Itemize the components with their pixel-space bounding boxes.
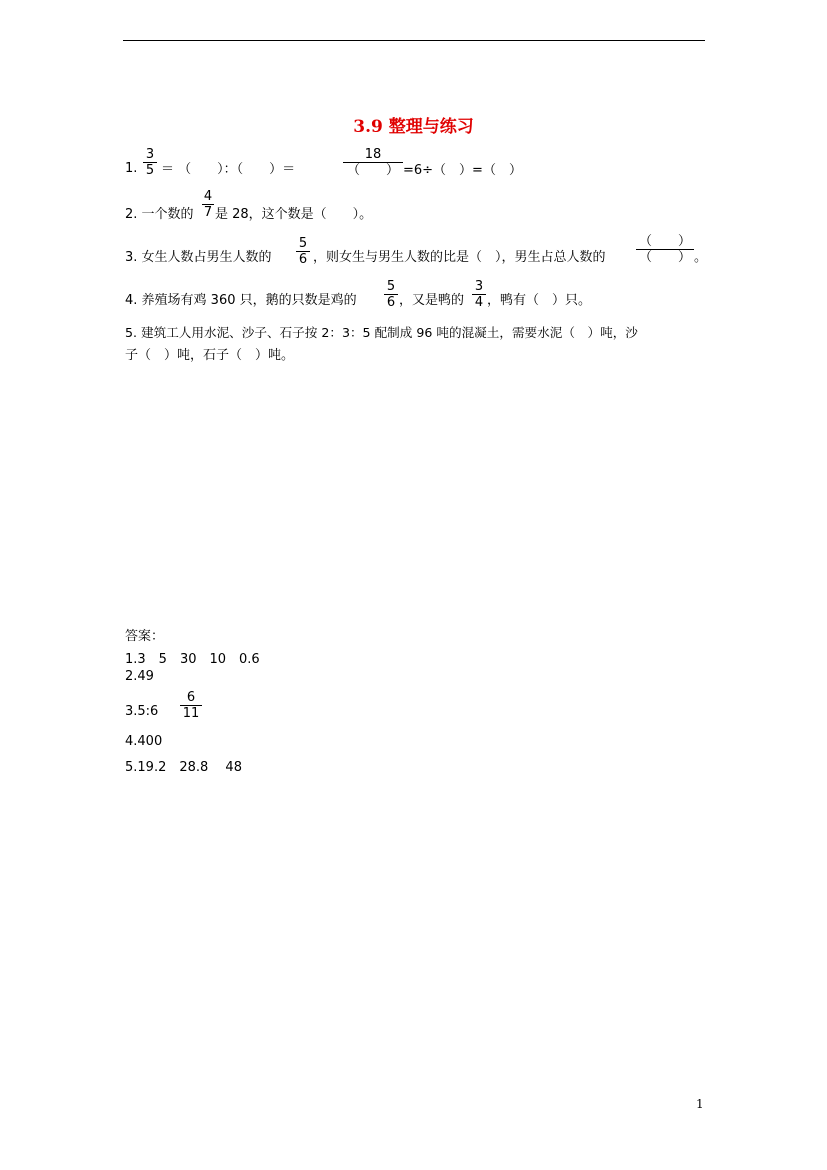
fraction-denominator: （ ） (638, 250, 691, 265)
answer-5: 5.19.2 28.8 48 (125, 760, 242, 775)
fraction-numerator: 18 (364, 147, 382, 162)
q3-fraction-blank (636, 234, 694, 265)
q3-text-after: 。 (694, 250, 708, 265)
answer-1: 1.3 5 30 10 0.6 (125, 652, 260, 667)
fraction-denominator: 11 (182, 706, 200, 721)
fraction-numerator: 3 (474, 279, 484, 294)
answer-2: 2.49 (125, 669, 154, 684)
answers-label: 答案： (125, 629, 165, 644)
answer-3-fraction (180, 690, 202, 721)
q1-fraction-b (343, 147, 403, 178)
fraction-denominator: 5 (145, 163, 155, 178)
q5-line-2: 子（ ）吨，石子（ ）吨。 (125, 348, 295, 363)
fraction-numerator: 5 (298, 236, 308, 251)
header-rule (123, 40, 705, 41)
q4-text-before: 4. 养殖场有鸡 360 只，鹅的只数是鸡的 (125, 293, 357, 308)
fraction-denominator: 6 (386, 295, 396, 310)
fraction-denominator: 4 (474, 295, 484, 310)
answer-4: 4.400 (125, 734, 163, 749)
fraction-denominator: （ ） (346, 163, 399, 178)
page-number: 1 (696, 1097, 704, 1111)
q4-fraction-1 (384, 279, 398, 310)
q5-line-1: 5. 建筑工人用水泥、沙子、石子按 2：3：5 配制成 96 吨的混凝土，需要水泥（ ）吨，沙 (125, 325, 638, 340)
fraction-numerator: 6 (186, 690, 196, 705)
fraction-denominator: 7 (203, 205, 213, 220)
q1-fraction-a (143, 147, 157, 178)
fraction-numerator: 5 (386, 279, 396, 294)
answer-3: 3.5:6 (125, 704, 159, 719)
q2-text-after: 是 28，这个数是（ ）。 (215, 207, 373, 222)
q1-tail: =6÷（ ）=（ ） (403, 163, 522, 178)
q3-text-before: 3. 女生人数占男生人数的 (125, 250, 272, 265)
fraction-numerator: （ ） (638, 234, 691, 249)
fraction-numerator: 4 (203, 189, 213, 204)
q3-text-mid: ，则女生与男生人数的比是（ ），男生占总人数的 (313, 250, 606, 265)
page-title: 3.9 整理与练习 (353, 117, 474, 137)
q1-ratio-blanks: ＝ （ ）：（ ）＝ (161, 162, 296, 177)
q4-text-mid: ，又是鸭的 (399, 293, 465, 308)
q4-text-after: ，鸭有（ ）只。 (487, 293, 592, 308)
q2-fraction (202, 189, 214, 220)
fraction-numerator: 3 (145, 147, 155, 162)
q4-fraction-2 (472, 279, 486, 310)
q3-fraction (296, 236, 310, 267)
q1-number: 1. (125, 161, 138, 176)
fraction-denominator: 6 (298, 252, 308, 267)
q2-text-before: 2. 一个数的 (125, 207, 194, 222)
